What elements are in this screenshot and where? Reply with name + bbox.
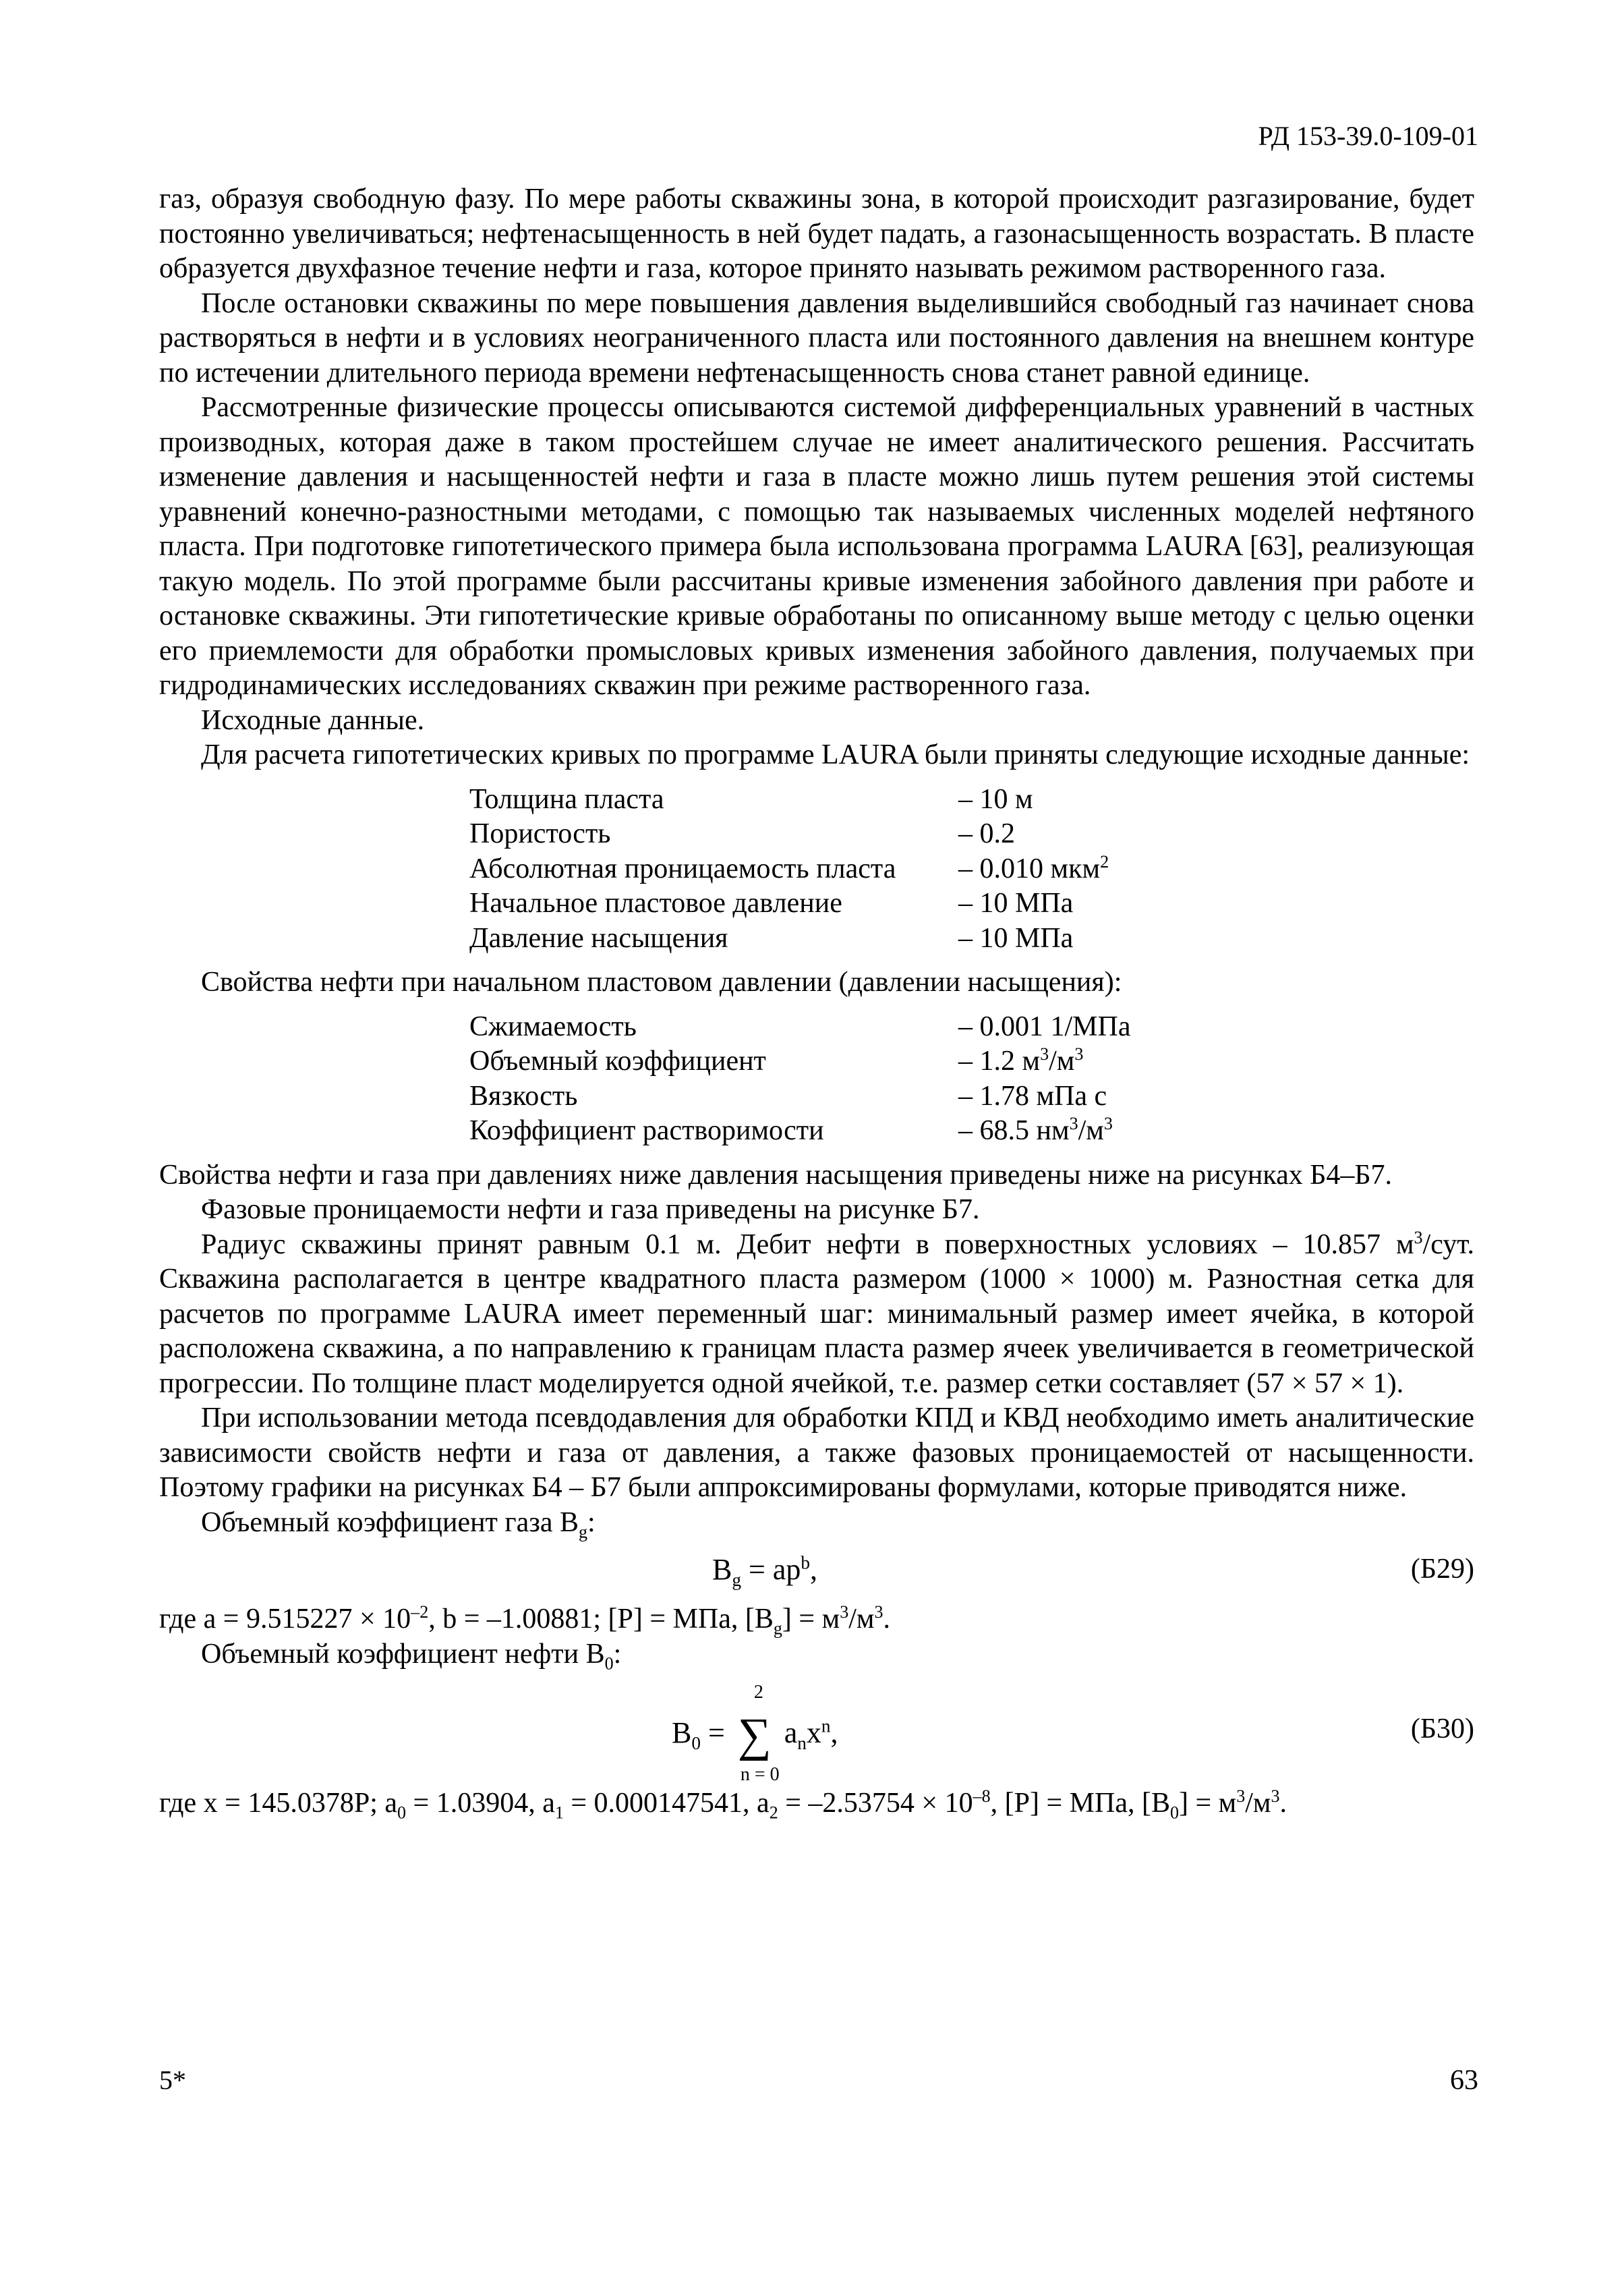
paragraph: Исходные данные.	[201, 704, 425, 736]
body-text	[159, 182, 1474, 1821]
page-number: 63	[1450, 2065, 1478, 2096]
table-value: – 0.2	[958, 818, 1015, 849]
table-row	[469, 783, 1109, 818]
table-label: Сжимаемость	[469, 1011, 637, 1042]
paragraph: Фазовые проницаемости нефти и газа приведены на рисунке Б7.	[201, 1194, 980, 1225]
paragraph: Для расчета гипотетических кривых по программе LAURA были приняты следующие исходные данные:	[201, 739, 1470, 770]
table-value: – 1.78 мПа с	[958, 1080, 1107, 1112]
table-label: Коэффициент растворимости	[469, 1115, 824, 1146]
table-label: Толщина пласта	[469, 783, 664, 815]
table-value: – 0.010 мкм	[958, 853, 1101, 884]
table-value: – 10 м	[958, 783, 1033, 815]
formula-expression: $B_g = ap^b$,	[712, 1552, 817, 1590]
table-value: – 1.2 м	[958, 1046, 1041, 1077]
document-code: РД 153-39.0-109-01	[1258, 121, 1478, 151]
table-row	[469, 817, 1109, 852]
paragraph: где x = 145.0378P; $a_0 = 1.03904$, $a_1 = 0.000147541$, $a_2 = -2.53754 \times 10^{-8}$, [P] = МПа, $[B_0] = м^3/м^3$.	[159, 1786, 1287, 1823]
sum-symbol: ∑ 2 n = 0	[737, 1682, 780, 1785]
table-row	[469, 886, 1109, 921]
paragraph: Объемный коэффициент газа $B_g$:	[201, 1506, 596, 1541]
paragraph: Объемный коэффициент нефти $B_0$:	[201, 1638, 622, 1673]
paragraph: Свойства нефти и газа при давлениях ниже давления насыщения приведены ниже на рисунках Б4–Б7.	[159, 1159, 1392, 1191]
paragraph: Свойства нефти при начальном пластовом давлении (давлении насыщения):	[201, 967, 1122, 998]
table-row: Коэффициент растворимости – 68.5 $нм^3/м^3$	[469, 1114, 1131, 1149]
paragraph: Радиус скважины принят равным 0.1 м. Дебит нефти в поверхностных условиях – 10.857 $м^3$/сут. Скважина располагается в центре квадратного пласта размером (1000 × 1000) м. Разностная сетка для расчетов по программе LAURA имеет переменный шаг: минимальный размер имеет ячейка, в которой расположена скважина, а по направлению к границам пласта размер ячеек увеличивается в геометрической прогрессии. По толщине пласт моделируется одной ячейкой, т.е. размер сетки составляет (57 × 57 × 1).	[159, 1227, 1474, 1399]
formula-b30	[159, 1672, 1474, 1786]
table-label: Объемный коэффициент	[469, 1046, 766, 1077]
paragraph: Рассмотренные физические процессы описываются системой дифференциальных уравнений в частных производных, которая даже в таком простейшем случае не имеет аналитического решения. Рассчитать изменение давления и насыщенностей нефти и газа в пласте можно лишь путем решения этой системы уравнений конечно-разностными методами, с помощью так называемых численных моделей нефтяного пласта. При подготовке гипотетического примера была использована программа LAURA [63], реализующая такую модель. По этой программе были рассчитаны кривые изменения забойного давления при работе и остановке скважины. Эти гипотетические кривые обработаны по описанному выше методу с целью оценки его приемлемости для обработки промысловых кривых изменения забойного давления, получаемых при гидродинамических исследованиях скважин при режиме растворенного газа.	[159, 392, 1474, 701]
table-value: – 10 МПа	[958, 888, 1074, 919]
footer-signature: 5*	[159, 2065, 186, 2095]
table-value: – 10 МПа	[958, 922, 1074, 954]
table-label: Абсолютная проницаемость пласта	[469, 853, 896, 884]
formula-number: (Б30)	[1410, 1713, 1474, 1744]
table-label: Пористость	[469, 818, 611, 849]
table-label: Вязкость	[469, 1080, 578, 1112]
table-value: – 68.5 нм	[958, 1115, 1070, 1146]
table-value: – 0.001 1/МПа	[958, 1011, 1131, 1042]
paragraph: После остановки скважины по мере повышения давления выделившийся свободный газ начинает снова растворяться в нефти и в условиях неограниченного пласта или постоянного давления на внешнем контуре по истечении длительного периода времени нефтенасыщенность снова станет равной единице.	[159, 287, 1474, 389]
oil-properties-table	[469, 1010, 1131, 1149]
table-label: Начальное пластовое давление	[469, 888, 842, 919]
table-label: Давление насыщения	[469, 922, 728, 954]
paragraph: газ, образуя свободную фазу. По мере работы скважины зона, в которой происходит разгазирование, будет постоянно увеличиваться; нефтенасыщенность в ней будет падать, а газонасыщенность возрастать. В пласте образуется двухфазное течение нефти и газа, которое принято называть режимом растворенного газа.	[159, 183, 1474, 284]
table-row	[469, 1010, 1131, 1045]
formula-number: (Б29)	[1410, 1554, 1474, 1585]
paragraph: где $a = 9.515227 \times 10^{-2}$, b = –1.00881; [P] = МПа, $[B_g] = м^3/м^3$.	[159, 1602, 890, 1639]
table-row	[469, 1079, 1131, 1114]
table-row: Абсолютная проницаемость пласта – 0.010 мкм$^2$	[469, 852, 1109, 887]
paragraph: При использовании метода псевдодавления для обработки КПД и КВД необходимо иметь аналитические зависимости свойств нефти и газа от давления, а также фазовых проницаемостей от насыщенности. Поэтому графики на рисунках Б4 – Б7 были аппроксимированы формулами, которые приводятся ниже.	[159, 1402, 1474, 1503]
initial-data-table	[469, 783, 1109, 957]
formula-expression: $B_0$ = ∑ 2 n = 0 $a_nx^n$,	[672, 1682, 838, 1785]
table-row	[469, 921, 1109, 957]
formula-b29	[159, 1540, 1474, 1602]
table-row: Объемный коэффициент – 1.2 $м^3/м^3$	[469, 1044, 1131, 1079]
